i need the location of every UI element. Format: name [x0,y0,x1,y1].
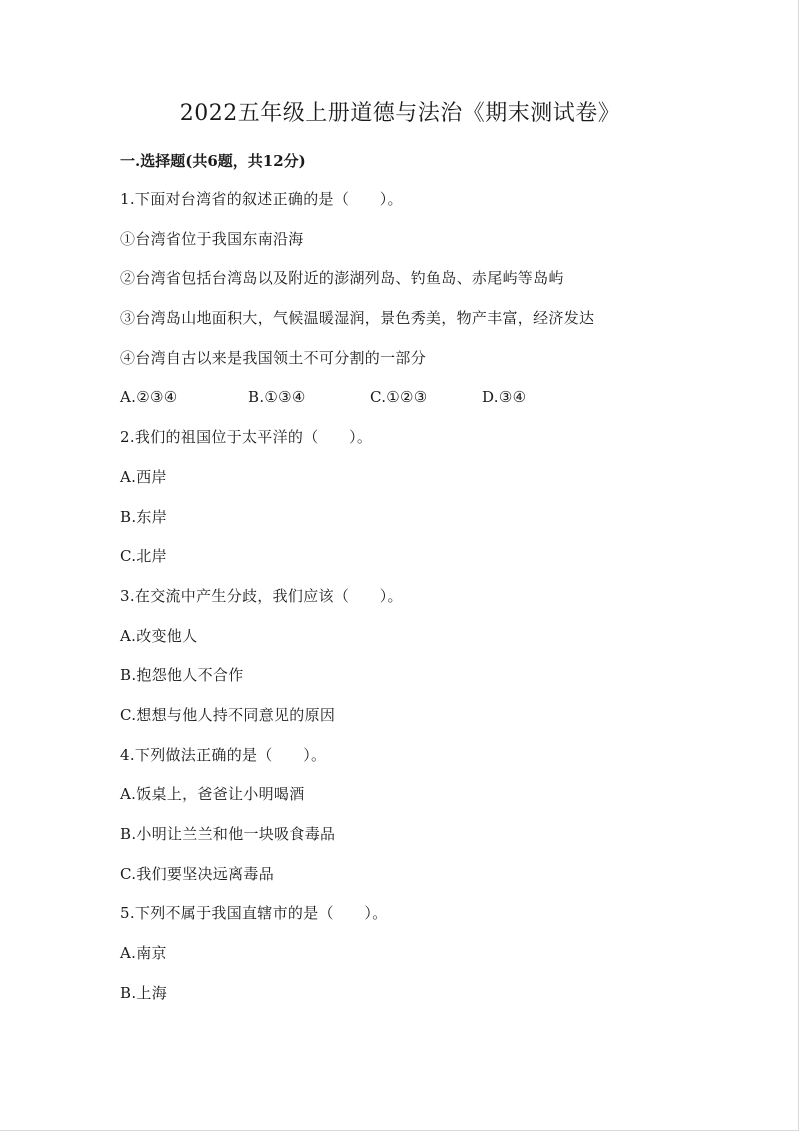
question-4-option-c: C.我们要坚决远离毒品 [120,864,275,883]
question-1-options [120,384,760,424]
question-3-stem: 3.在交流中产生分歧，我们应该（ ）。 [120,586,403,605]
question-2-stem: 2.我们的祖国位于太平洋的（ ）。 [120,428,373,447]
question-2-option-b: B.东岸 [120,507,167,526]
question-4-stem: 4.下列做法正确的是（ ）。 [120,745,327,764]
section-heading: 一.选择题(共6题，共12分) [120,152,306,170]
question-5-stem: 5.下列不属于我国直辖市的是（ ）。 [120,904,388,923]
question-2-option-a: A.西岸 [120,467,167,486]
question-3-option-c: C.想想与他人持不同意见的原因 [120,705,336,724]
question-1-statement-2: ②台湾省包括台湾岛以及附近的澎湖列岛、钓鱼岛、赤尾屿等岛屿 [120,269,564,288]
question-4-option-b: B.小明让兰兰和他一块吸食毒品 [120,825,336,843]
question-1-option-c: C.①②③ [370,388,428,407]
question-list [120,186,760,1019]
question-4-option-a: A.饭桌上，爸爸让小明喝酒 [120,785,305,804]
exam-title: 2022五年级上册道德与法治《期末测试卷》 [179,101,621,126]
question-1-statement-4: ④台湾自古以来是我国领土不可分割的一部分 [120,348,427,367]
question-5-option-a: A.南京 [120,944,167,963]
question-1-option-d: D.③④ [482,388,527,407]
question-2-option-c: C.北岸 [120,547,167,566]
question-1-option-b: B.①③④ [248,388,306,407]
question-3-option-a: A.改变他人 [120,626,198,645]
question-1-option-a: A.②③④ [120,388,178,407]
question-5-option-b: B.上海 [120,983,167,1002]
question-1-stem: 1.下面对台湾省的叙述正确的是（ ）。 [120,190,403,208]
question-1-statement-1: ①台湾省位于我国东南沿海 [120,229,304,248]
question-3-option-b: B.抱怨他人不合作 [120,666,244,685]
question-1-statement-3: ③台湾岛山地面积大，气候温暖湿润，景色秀美，物产丰富，经济发达 [120,309,595,328]
